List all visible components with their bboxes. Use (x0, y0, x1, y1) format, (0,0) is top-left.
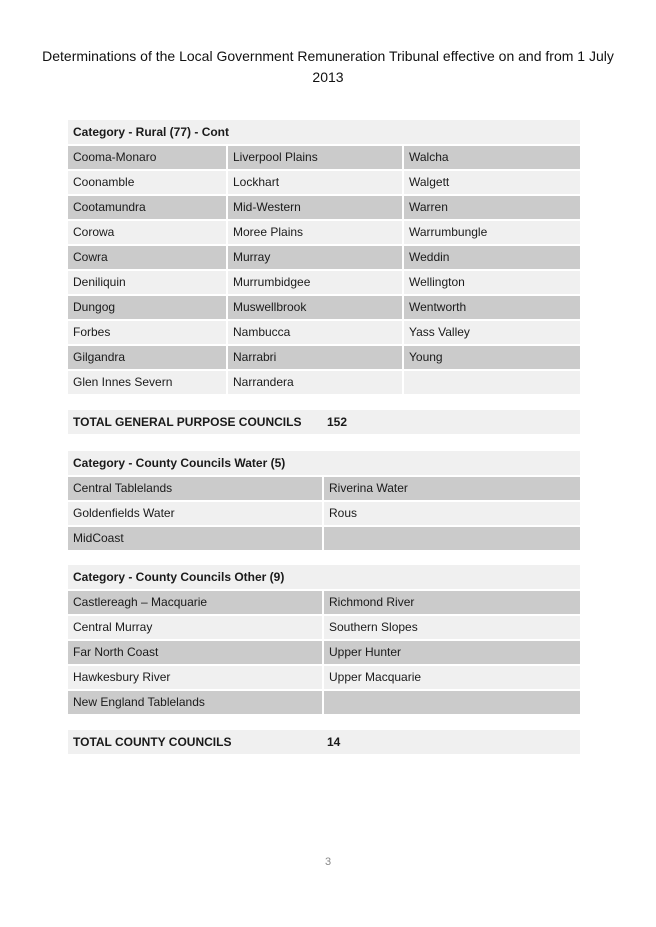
council-cell: Nambucca (228, 321, 402, 344)
rural-category-table (68, 120, 580, 396)
table-row (68, 666, 580, 689)
table-row (68, 527, 580, 550)
council-cell: MidCoast (68, 527, 322, 550)
total-value: 152 (327, 415, 348, 429)
council-cell: Weddin (404, 246, 580, 269)
council-cell: Goldenfields Water (68, 502, 322, 525)
council-cell: Upper Hunter (324, 641, 580, 664)
council-cell: Coonamble (68, 171, 226, 194)
council-cell: Gilgandra (68, 346, 226, 369)
council-cell: Rous (324, 502, 580, 525)
table-row (68, 691, 580, 714)
council-cell: Glen Innes Severn (68, 371, 226, 394)
table-row (68, 641, 580, 664)
water-category-table (68, 451, 580, 552)
council-cell (324, 691, 580, 714)
page-number: 3 (324, 856, 332, 868)
council-cell: Central Murray (68, 616, 322, 639)
total-county-councils (68, 730, 580, 754)
table-row (68, 591, 580, 614)
table-row (68, 346, 580, 369)
table-row (68, 171, 580, 194)
total-label: TOTAL GENERAL PURPOSE COUNCILS (73, 415, 302, 429)
council-cell: Walcha (404, 146, 580, 169)
council-cell: Warren (404, 196, 580, 219)
council-cell (404, 371, 580, 394)
council-cell: Cowra (68, 246, 226, 269)
table-row (68, 477, 580, 500)
council-cell: Dungog (68, 296, 226, 319)
council-cell: Young (404, 346, 580, 369)
council-cell: Hawkesbury River (68, 666, 322, 689)
table-row (68, 221, 580, 244)
council-cell: Narrabri (228, 346, 402, 369)
council-cell: Corowa (68, 221, 226, 244)
table-row (68, 146, 580, 169)
council-cell: Narrandera (228, 371, 402, 394)
council-cell: Richmond River (324, 591, 580, 614)
table-row (68, 321, 580, 344)
council-cell: Walgett (404, 171, 580, 194)
total-value: 14 (327, 735, 341, 749)
table-row (68, 502, 580, 525)
council-cell: Far North Coast (68, 641, 322, 664)
council-cell: Murray (228, 246, 402, 269)
council-cell: Mid-Western (228, 196, 402, 219)
council-cell: Moree Plains (228, 221, 402, 244)
other-category-table (68, 565, 580, 716)
category-header: Category - County Councils Water (5) (68, 451, 580, 475)
category-header: Category - Rural (77) - Cont (68, 120, 580, 144)
council-cell: Yass Valley (404, 321, 580, 344)
council-cell: Deniliquin (68, 271, 226, 294)
table-row (68, 246, 580, 269)
council-cell: Wentworth (404, 296, 580, 319)
total-label: TOTAL COUNTY COUNCILS (73, 735, 232, 749)
category-header: Category - County Councils Other (9) (68, 565, 580, 589)
council-cell: Central Tablelands (68, 477, 322, 500)
council-cell: Upper Macquarie (324, 666, 580, 689)
table-row (68, 296, 580, 319)
council-cell: Lockhart (228, 171, 402, 194)
council-cell: Muswellbrook (228, 296, 402, 319)
document-title: Determinations of the Local Government Remuneration Tribunal effective on and from 1 July 2013 (42, 48, 614, 85)
council-cell: Cootamundra (68, 196, 226, 219)
table-row (68, 271, 580, 294)
council-cell (324, 527, 580, 550)
council-cell: Forbes (68, 321, 226, 344)
council-cell: Southern Slopes (324, 616, 580, 639)
council-cell: Riverina Water (324, 477, 580, 500)
council-cell: Warrumbungle (404, 221, 580, 244)
total-general-purpose-councils (68, 410, 580, 434)
council-cell: Cooma-Monaro (68, 146, 226, 169)
council-cell: Wellington (404, 271, 580, 294)
council-cell: Castlereagh – Macquarie (68, 591, 322, 614)
council-cell: Murrumbidgee (228, 271, 402, 294)
table-row (68, 616, 580, 639)
table-row (68, 371, 580, 394)
council-cell: New England Tablelands (68, 691, 322, 714)
council-cell: Liverpool Plains (228, 146, 402, 169)
table-row (68, 196, 580, 219)
